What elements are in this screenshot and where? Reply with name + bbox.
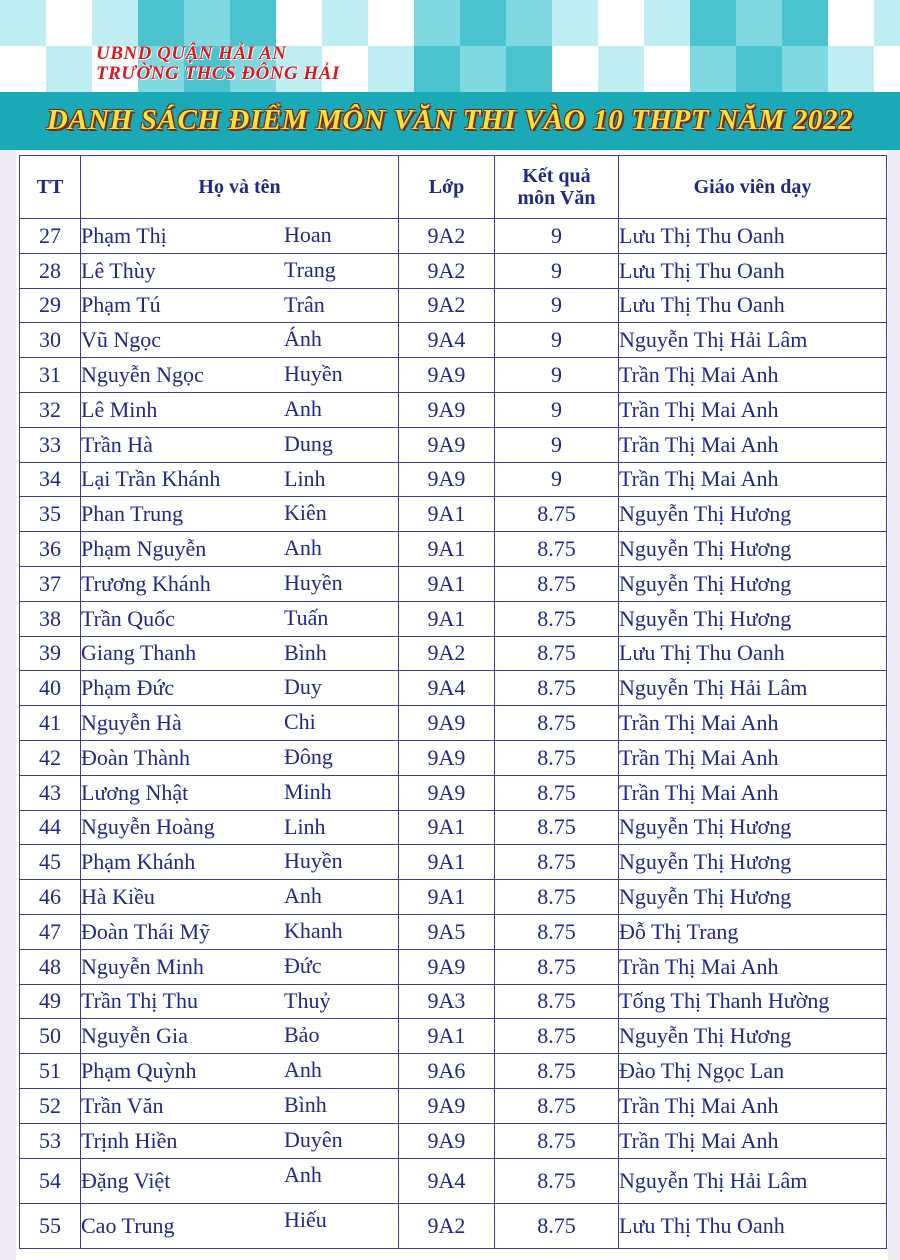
org-district: UBND QUẬN HẢI AN [96, 43, 287, 64]
family-name: Phạm Nguyễn [81, 536, 207, 562]
row-number: 39 [20, 636, 81, 671]
student-name [81, 532, 399, 567]
given-name: Huyền [284, 569, 343, 595]
student-name [81, 775, 399, 810]
row-number: 48 [20, 949, 81, 984]
checker-square [598, 0, 644, 46]
checker-square [690, 0, 736, 46]
row-number: 53 [20, 1123, 81, 1158]
teacher-cell: Trần Thị Mai Anh [619, 949, 887, 984]
given-name: Đông [284, 743, 333, 769]
checker-square [92, 0, 138, 46]
class-cell: 9A9 [399, 1123, 495, 1158]
table-row [20, 880, 887, 915]
given-name: Bình [284, 1091, 327, 1117]
checker-square [276, 0, 322, 46]
family-name: Trần Hà [81, 431, 153, 457]
score-cell: 8.75 [495, 706, 619, 741]
checker-square [828, 0, 874, 46]
score-cell: 8.75 [495, 1088, 619, 1123]
teacher-cell: Lưu Thị Thu Oanh [619, 219, 887, 254]
student-name [81, 497, 399, 532]
checker-square [138, 0, 184, 46]
row-number: 52 [20, 1088, 81, 1123]
class-cell: 9A2 [399, 1203, 495, 1248]
teacher-cell: Trần Thị Mai Anh [619, 706, 887, 741]
score-cell: 8.75 [495, 1158, 619, 1203]
row-number: 27 [20, 219, 81, 254]
checker-square [506, 46, 552, 92]
family-name: Trần Văn [81, 1092, 164, 1118]
col-header-teacher: Giáo viên dạy [619, 156, 887, 219]
class-cell: 9A2 [399, 219, 495, 254]
given-name: Anh [284, 1057, 322, 1083]
family-name: Phạm Khánh [81, 849, 196, 875]
score-cell: 8.75 [495, 949, 619, 984]
row-number: 33 [20, 427, 81, 462]
family-name: Đoàn Thái Mỹ [81, 918, 211, 944]
score-cell: 8.75 [495, 1203, 619, 1248]
row-number: 41 [20, 706, 81, 741]
checker-square [598, 46, 644, 92]
class-cell: 9A9 [399, 949, 495, 984]
score-cell: 8.75 [495, 671, 619, 706]
given-name: Huyền [284, 848, 343, 874]
class-cell: 9A1 [399, 497, 495, 532]
table-row [20, 566, 887, 601]
score-cell: 8.75 [495, 566, 619, 601]
student-name [81, 740, 399, 775]
table-row [20, 775, 887, 810]
row-number: 46 [20, 880, 81, 915]
score-cell: 8.75 [495, 1123, 619, 1158]
student-name [81, 253, 399, 288]
student-name [81, 636, 399, 671]
table-row [20, 601, 887, 636]
class-cell: 9A4 [399, 1158, 495, 1203]
family-name: Nguyễn Ngọc [81, 362, 204, 388]
student-name [81, 566, 399, 601]
table-row [20, 671, 887, 706]
family-name: Nguyễn Hoàng [81, 814, 215, 840]
checker-square [736, 46, 782, 92]
class-cell: 9A4 [399, 671, 495, 706]
given-name: Trang [284, 256, 336, 282]
family-name: Phạm Đức [81, 675, 175, 701]
checker-square [506, 0, 552, 46]
table-row [20, 323, 887, 358]
col-header-score-line2: môn Văn [517, 187, 596, 209]
teacher-cell: Nguyễn Thị Hương [619, 880, 887, 915]
row-number: 45 [20, 845, 81, 880]
family-name: Lại Trần Khánh [81, 466, 221, 492]
class-cell: 9A2 [399, 253, 495, 288]
checker-square [0, 0, 46, 46]
student-name [81, 706, 399, 741]
given-name: Linh [284, 465, 326, 491]
student-name [81, 984, 399, 1019]
table-row [20, 1123, 887, 1158]
teacher-cell: Tống Thị Thanh Hường [619, 984, 887, 1019]
row-number: 43 [20, 775, 81, 810]
table-row [20, 288, 887, 323]
given-name: Anh [284, 395, 322, 421]
student-name [81, 462, 399, 497]
family-name: Phan Trung [81, 501, 184, 527]
class-cell: 9A1 [399, 880, 495, 915]
teacher-cell: Nguyễn Thị Hương [619, 810, 887, 845]
family-name: Trịnh Hiền [81, 1127, 178, 1153]
given-name: Anh [284, 535, 322, 561]
table-row [20, 1203, 887, 1248]
teacher-cell: Đào Thị Ngọc Lan [619, 1054, 887, 1089]
page-title: DANH SÁCH ĐIỂM MÔN VĂN THI VÀO 10 THPT NĂM 2022 [46, 104, 854, 136]
table-row [20, 358, 887, 393]
table-row [20, 1054, 887, 1089]
score-cell: 9 [495, 253, 619, 288]
teacher-cell: Đỗ Thị Trang [619, 914, 887, 949]
org-school: TRƯỜNG THCS ĐÔNG HẢI [96, 63, 340, 84]
score-cell: 9 [495, 358, 619, 393]
score-cell: 9 [495, 323, 619, 358]
score-cell: 8.75 [495, 845, 619, 880]
checker-square [874, 0, 900, 46]
header-banner [0, 0, 900, 150]
table-row [20, 740, 887, 775]
table-row [20, 984, 887, 1019]
row-number: 28 [20, 253, 81, 288]
score-cell: 9 [495, 288, 619, 323]
teacher-cell: Trần Thị Mai Anh [619, 392, 887, 427]
col-header-tt: TT [20, 156, 81, 219]
family-name: Hà Kiều [81, 884, 155, 910]
student-name [81, 1019, 399, 1054]
class-cell: 9A9 [399, 427, 495, 462]
row-number: 36 [20, 532, 81, 567]
teacher-cell: Nguyễn Thị Hương [619, 601, 887, 636]
score-cell: 9 [495, 462, 619, 497]
row-number: 40 [20, 671, 81, 706]
checker-square [322, 0, 368, 46]
checker-square [46, 46, 92, 92]
col-header-score-line1: Kết quả [522, 165, 591, 187]
checker-square [552, 46, 598, 92]
student-name [81, 358, 399, 393]
table-row [20, 497, 887, 532]
student-name [81, 914, 399, 949]
score-cell: 8.75 [495, 1019, 619, 1054]
checker-square [782, 0, 828, 46]
table-row [20, 636, 887, 671]
checker-square [736, 0, 782, 46]
student-name [81, 949, 399, 984]
class-cell: 9A4 [399, 323, 495, 358]
class-cell: 9A9 [399, 775, 495, 810]
teacher-cell: Nguyễn Thị Hương [619, 532, 887, 567]
checker-square [0, 46, 46, 92]
student-name [81, 1054, 399, 1089]
family-name: Cao Trung [81, 1212, 175, 1238]
row-number: 29 [20, 288, 81, 323]
class-cell: 9A1 [399, 601, 495, 636]
score-cell: 8.75 [495, 984, 619, 1019]
row-number: 37 [20, 566, 81, 601]
score-cell: 9 [495, 219, 619, 254]
class-cell: 9A5 [399, 914, 495, 949]
family-name: Lương Nhật [81, 779, 189, 805]
student-name [81, 880, 399, 915]
student-name [81, 845, 399, 880]
family-name: Lê Minh [81, 396, 158, 422]
row-number: 31 [20, 358, 81, 393]
teacher-cell: Trần Thị Mai Anh [619, 462, 887, 497]
row-number: 51 [20, 1054, 81, 1089]
checker-square [782, 46, 828, 92]
table-row [20, 1019, 887, 1054]
given-name: Huyền [284, 361, 343, 387]
teacher-cell: Nguyễn Thị Hương [619, 845, 887, 880]
score-cell: 8.75 [495, 497, 619, 532]
given-name: Đức [284, 952, 322, 978]
table-row [20, 845, 887, 880]
given-name: Khanh [284, 917, 343, 943]
given-name: Hoan [284, 222, 332, 247]
class-cell: 9A1 [399, 1019, 495, 1054]
class-cell: 9A2 [399, 636, 495, 671]
score-cell: 8.75 [495, 636, 619, 671]
class-cell: 9A1 [399, 566, 495, 601]
family-name: Trần Thị Thu [81, 988, 198, 1014]
student-name [81, 288, 399, 323]
student-name [81, 671, 399, 706]
class-cell: 9A1 [399, 845, 495, 880]
given-name: Anh [284, 883, 322, 909]
teacher-cell: Nguyễn Thị Hương [619, 497, 887, 532]
table-row [20, 253, 887, 288]
given-name: Dung [284, 430, 333, 456]
teacher-cell: Trần Thị Mai Anh [619, 358, 887, 393]
checker-square [460, 46, 506, 92]
student-name [81, 810, 399, 845]
teacher-cell: Lưu Thị Thu Oanh [619, 1203, 887, 1248]
class-cell: 9A9 [399, 358, 495, 393]
checker-square [828, 46, 874, 92]
family-name: Trương Khánh [81, 570, 211, 596]
given-name: Chi [284, 709, 316, 735]
score-cell: 8.75 [495, 810, 619, 845]
table-row [20, 532, 887, 567]
row-number: 30 [20, 323, 81, 358]
student-name [81, 427, 399, 462]
family-name: Đoàn Thành [81, 744, 190, 770]
table-row [20, 810, 887, 845]
score-cell: 8.75 [495, 914, 619, 949]
row-number: 50 [20, 1019, 81, 1054]
table-header-row [20, 156, 887, 219]
family-name: Nguyễn Minh [81, 953, 204, 979]
checker-square [184, 0, 230, 46]
row-number: 32 [20, 392, 81, 427]
teacher-cell: Nguyễn Thị Hải Lâm [619, 671, 887, 706]
checker-square [368, 46, 414, 92]
score-cell: 8.75 [495, 601, 619, 636]
checker-square [644, 0, 690, 46]
score-cell: 8.75 [495, 532, 619, 567]
table-row [20, 1088, 887, 1123]
given-name: Hiếu [284, 1206, 327, 1232]
table-row [20, 392, 887, 427]
table-row [20, 914, 887, 949]
table-row [20, 706, 887, 741]
teacher-cell: Trần Thị Mai Anh [619, 1123, 887, 1158]
given-name: Tuấn [284, 604, 329, 630]
family-name: Lê Thùy [81, 257, 156, 283]
score-cell: 8.75 [495, 1054, 619, 1089]
student-name [81, 1158, 399, 1203]
family-name: Vũ Ngọc [81, 327, 162, 353]
class-cell: 9A9 [399, 1088, 495, 1123]
given-name: Minh [284, 778, 332, 804]
teacher-cell: Nguyễn Thị Hương [619, 566, 887, 601]
teacher-cell: Nguyễn Thị Hải Lâm [619, 323, 887, 358]
class-cell: 9A6 [399, 1054, 495, 1089]
score-cell: 8.75 [495, 740, 619, 775]
col-header-score [495, 156, 619, 219]
given-name: Kiên [284, 500, 327, 526]
teacher-cell: Lưu Thị Thu Oanh [619, 288, 887, 323]
student-name [81, 219, 399, 254]
given-name: Trân [284, 291, 325, 317]
student-name [81, 1203, 399, 1248]
class-cell: 9A9 [399, 392, 495, 427]
family-name: Phạm Thị [81, 222, 167, 248]
checker-square [690, 46, 736, 92]
family-name: Giang Thanh [81, 640, 197, 666]
class-cell: 9A3 [399, 984, 495, 1019]
teacher-cell: Trần Thị Mai Anh [619, 775, 887, 810]
given-name: Bình [284, 639, 327, 665]
grades-table [19, 155, 887, 1249]
teacher-cell: Nguyễn Thị Hương [619, 1019, 887, 1054]
family-name: Phạm Tú [81, 292, 161, 318]
given-name: Bảo [284, 1022, 320, 1048]
row-number: 54 [20, 1158, 81, 1203]
row-number: 35 [20, 497, 81, 532]
class-cell: 9A1 [399, 810, 495, 845]
checker-square [644, 46, 690, 92]
family-name: Phạm Quỳnh [81, 1058, 197, 1084]
table-row [20, 427, 887, 462]
row-number: 44 [20, 810, 81, 845]
teacher-cell: Nguyễn Thị Hải Lâm [619, 1158, 887, 1203]
row-number: 49 [20, 984, 81, 1019]
checker-square [46, 0, 92, 46]
teacher-cell: Lưu Thị Thu Oanh [619, 253, 887, 288]
checker-square [460, 0, 506, 46]
class-cell: 9A9 [399, 740, 495, 775]
score-cell: 9 [495, 427, 619, 462]
row-number: 38 [20, 601, 81, 636]
teacher-cell: Lưu Thị Thu Oanh [619, 636, 887, 671]
teacher-cell: Trần Thị Mai Anh [619, 427, 887, 462]
score-cell: 9 [495, 392, 619, 427]
family-name: Trần Quốc [81, 605, 175, 631]
given-name: Duyên [284, 1126, 343, 1152]
student-name [81, 323, 399, 358]
row-number: 42 [20, 740, 81, 775]
checker-square [368, 0, 414, 46]
class-cell: 9A9 [399, 706, 495, 741]
table-row [20, 1158, 887, 1203]
family-name: Nguyễn Hà [81, 710, 182, 736]
checker-square [552, 0, 598, 46]
score-cell: 8.75 [495, 880, 619, 915]
row-number: 47 [20, 914, 81, 949]
student-name [81, 392, 399, 427]
student-name [81, 1123, 399, 1158]
teacher-cell: Trần Thị Mai Anh [619, 1088, 887, 1123]
teacher-cell: Trần Thị Mai Anh [619, 740, 887, 775]
checker-square [230, 0, 276, 46]
checker-square [414, 0, 460, 46]
checker-square [414, 46, 460, 92]
score-cell: 8.75 [495, 775, 619, 810]
row-number: 34 [20, 462, 81, 497]
given-name: Duy [284, 674, 322, 700]
table-row [20, 462, 887, 497]
student-name [81, 601, 399, 636]
col-header-name: Họ và tên [81, 156, 399, 219]
given-name: Anh [284, 1161, 322, 1187]
given-name: Thuỷ [284, 987, 331, 1013]
class-cell: 9A9 [399, 462, 495, 497]
given-name: Ánh [284, 326, 322, 352]
table-row [20, 949, 887, 984]
family-name: Nguyễn Gia [81, 1023, 188, 1049]
student-name [81, 1088, 399, 1123]
checker-square [874, 46, 900, 92]
table-row [20, 219, 887, 254]
class-cell: 9A1 [399, 532, 495, 567]
col-header-class: Lớp [399, 156, 495, 219]
row-number: 55 [20, 1203, 81, 1248]
given-name: Linh [284, 813, 326, 839]
class-cell: 9A2 [399, 288, 495, 323]
family-name: Đặng Việt [81, 1167, 171, 1193]
